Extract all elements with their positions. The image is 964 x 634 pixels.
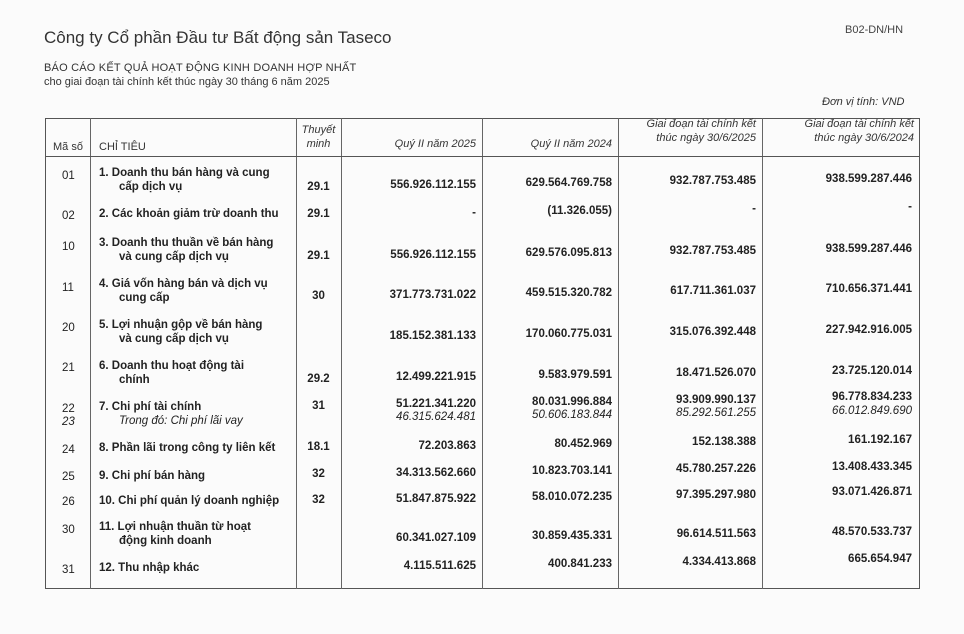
value-ytd-2025: 932.787.753.485 [669,245,756,257]
header-ytd-2025-1: Giai đoạn tài chính kết [646,118,756,130]
value-ytd-2024: 13.408.433.345 [832,461,912,473]
row-code: 26 [62,496,75,508]
value-q2-2024: 10.823.703.141 [532,465,612,477]
value-q2-2025: 60.341.027.109 [396,532,476,544]
row-note: 30 [312,290,325,302]
row-label: 8. Phần lãi trong công ty liên kết [99,442,276,454]
row-note: 29.1 [307,250,330,262]
value-q2-2025: 51.847.875.922 [396,493,476,505]
value-q2-2024-interest: 50.606.183.844 [532,409,612,421]
value-q2-2024: 400.841.233 [548,558,612,570]
header-ytd-2024-1: Giai đoạn tài chính kết [804,118,914,130]
value-ytd-2024: 48.570.533.737 [832,526,912,538]
value-q2-2024: 9.583.979.591 [538,369,612,381]
header-code: Mã số [53,141,83,153]
value-q2-2025: 12.499.221.915 [396,371,476,383]
value-q2-2024: 80.031.996.884 [532,396,612,408]
value-ytd-2025: 97.395.297.980 [676,489,756,501]
header-rule [45,156,920,157]
value-ytd-2025: 18.471.526.070 [676,367,756,379]
header-note-1: Thuyết [301,124,336,136]
row-code: 11 [62,282,74,294]
row-code: 30 [62,524,75,536]
row-code: 24 [62,444,75,456]
value-ytd-2025: 45.780.257.226 [676,463,756,475]
row-label-cont: cung cấp [119,292,170,304]
value-ytd-2025: 152.138.388 [692,436,756,448]
row-code: 01 [62,170,75,182]
value-q2-2025: 556.926.112.155 [390,249,476,261]
currency-unit: Đơn vị tính: VND [822,96,905,108]
row-label-cont: và cung cấp dịch vụ [119,251,229,263]
value-ytd-2024: 227.942.916.005 [825,324,912,336]
row-label: 10. Chi phí quản lý doanh nghiệp [99,495,280,507]
header-ytd-2024-2: thúc ngày 30/6/2024 [814,132,914,144]
row-label: 1. Doanh thu bán hàng và cung [99,167,270,179]
value-ytd-2024: 938.599.287.446 [825,173,912,185]
header-q2-2024: Quý II năm 2024 [530,138,612,150]
value-q2-2025: 185.152.381.133 [389,330,476,342]
row-label: 7. Chi phí tài chính [99,401,202,413]
value-ytd-2025: 93.909.990.137 [676,394,756,406]
row-code-sub: 23 [62,416,75,428]
value-ytd-2025: - [752,203,756,215]
value-ytd-2024: 93.071.426.871 [832,486,912,498]
row-note: 32 [312,494,325,506]
row-label: 9. Chi phí bán hàng [99,470,206,482]
row-label-sub: Trong đó: Chi phí lãi vay [119,415,243,427]
value-q2-2024: 629.564.769.758 [525,177,612,189]
header-item: CHỈ TIÊU [99,141,146,153]
row-code: 02 [62,210,75,222]
row-note: 32 [312,468,325,480]
value-q2-2024: 80.452.969 [554,438,612,450]
value-q2-2024: 170.060.775.031 [525,328,612,340]
value-q2-2025: 371.773.731.022 [389,289,476,301]
value-ytd-2025: 932.787.753.485 [669,175,756,187]
value-ytd-2024: 23.725.120.014 [832,365,912,377]
row-label-cont: cấp dịch vụ [119,181,183,193]
header-ytd-2025-2: thúc ngày 30/6/2025 [656,132,756,144]
row-label-cont: và cung cấp dịch vụ [119,333,229,345]
value-ytd-2024: 938.599.287.446 [825,243,912,255]
value-q2-2025-interest: 46.315.624.481 [396,411,476,423]
form-code: B02-DN/HN [845,24,904,36]
value-ytd-2025: 617.711.361.037 [670,285,756,297]
value-ytd-2024: 665.654.947 [848,553,912,565]
value-ytd-2025: 96.614.511.563 [676,528,756,540]
row-code: 25 [62,471,75,483]
row-note: 18.1 [307,441,330,453]
header-q2-2025: Quý II năm 2025 [394,138,476,150]
company-name: Công ty Cổ phần Đầu tư Bất động sản Taseco [44,28,392,47]
row-code: 22 [62,403,75,415]
row-label: 12. Thu nhập khác [99,562,200,574]
row-note: 29.1 [307,181,330,193]
value-q2-2025: 556.926.112.155 [390,179,476,191]
row-label: 6. Doanh thu hoạt động tài [99,360,245,372]
row-label: 3. Doanh thu thuần về bán hàng [99,237,274,249]
value-q2-2025: 51.221.341.220 [396,398,476,410]
row-code: 20 [62,322,75,334]
report-title: BÁO CÁO KẾT QUẢ HOẠT ĐỘNG KINH DOANH HỢP NHẤT [44,62,357,74]
col-divider [90,118,91,589]
col-divider [762,118,763,589]
row-note: 31 [312,400,325,412]
row-code: 10 [62,241,75,253]
value-ytd-2024-interest: 66.012.849.690 [832,405,912,417]
row-label-cont: động kinh doanh [119,535,212,547]
row-note: 29.2 [307,373,330,385]
value-ytd-2025: 4.334.413.868 [682,556,756,568]
value-q2-2025: - [472,207,476,219]
row-label: 4. Giá vốn hàng bán và dịch vụ [99,278,268,290]
value-ytd-2024: - [908,201,912,213]
value-q2-2025: 72.203.863 [418,440,476,452]
header-note-2: minh [306,138,331,150]
value-ytd-2024: 96.778.834.233 [832,391,912,403]
row-code: 31 [62,564,75,576]
row-note: 29.1 [307,208,330,220]
value-q2-2024: 459.515.320.782 [525,287,612,299]
row-label: 2. Các khoản giảm trừ doanh thu [99,208,279,220]
col-divider [618,118,619,589]
row-label-cont: chính [119,374,150,386]
row-label: 11. Lợi nhuận thuần từ hoạt [99,521,251,533]
value-q2-2024: 629.576.095.813 [525,247,612,259]
row-label: 5. Lợi nhuận gộp về bán hàng [99,319,263,331]
value-ytd-2025: 315.076.392.448 [669,326,756,338]
value-ytd-2024: 710.656.371.441 [825,283,912,295]
value-q2-2024: (11.326.055) [547,205,612,217]
value-q2-2024: 58.010.072.235 [532,491,612,503]
value-q2-2025: 34.313.562.660 [396,467,476,479]
value-ytd-2024: 161.192.167 [848,434,912,446]
value-q2-2025: 4.115.511.625 [403,560,476,572]
row-code: 21 [62,362,75,374]
value-q2-2024: 30.859.435.331 [532,530,612,542]
value-ytd-2025-interest: 85.292.561.255 [676,407,756,419]
report-subtitle: cho giai đoạn tài chính kết thúc ngày 30 tháng 6 năm 2025 [44,76,330,88]
